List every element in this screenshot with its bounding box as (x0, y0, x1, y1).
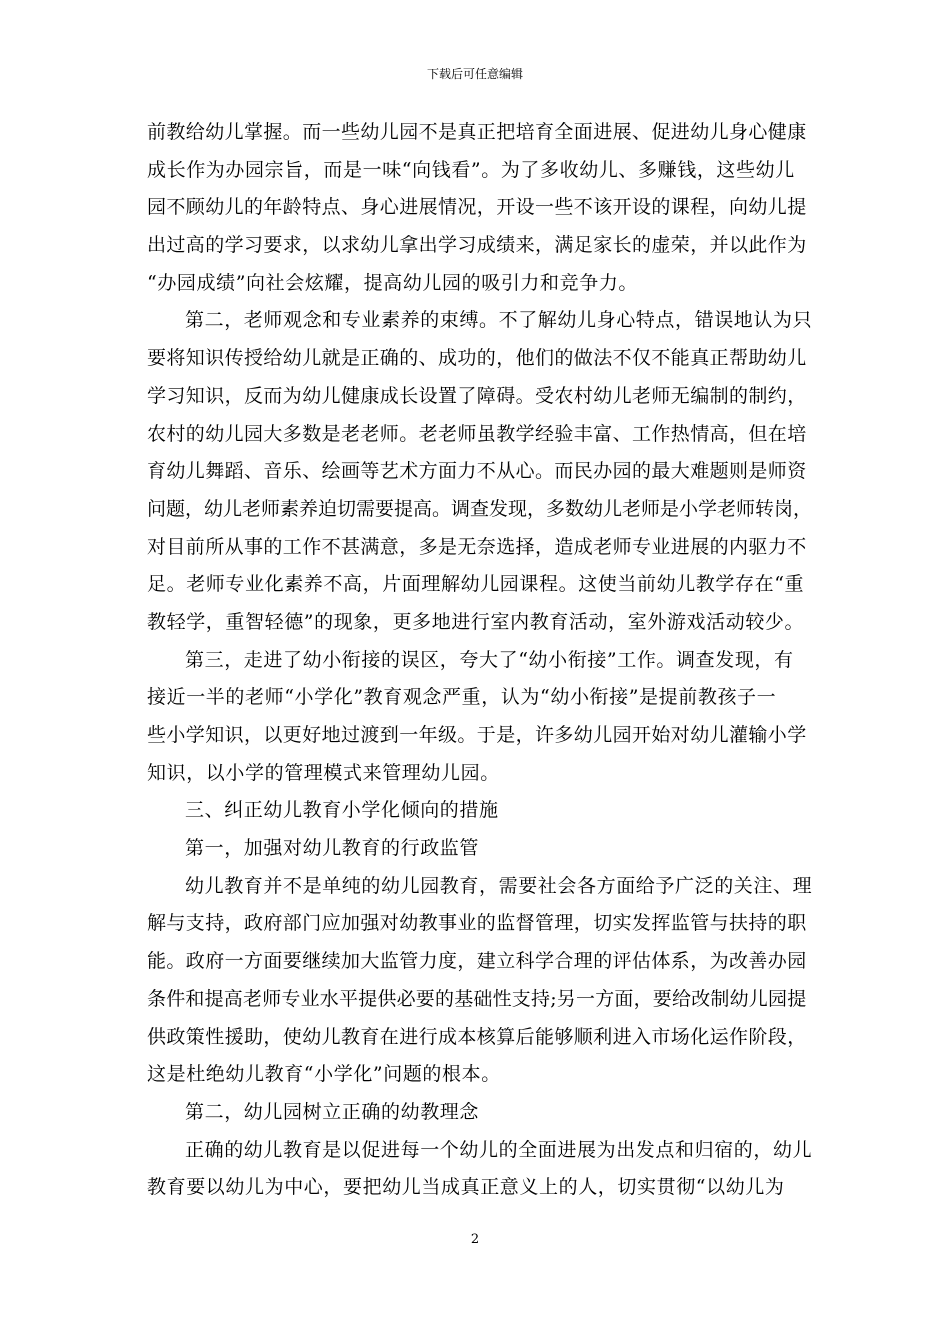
text-line: 些小学知识，以更好地过渡到一年级。于是，许多幼儿园开始对幼儿灌输小学 (147, 724, 807, 746)
paragraph-start-line: 第二，老师观念和专业素养的束缚。不了解幼儿身心特点，错误地认为只 (185, 309, 813, 332)
text-line: 解与支持，政府部门应加强对幼教事业的监督管理，切实发挥监管与扶持的职 (147, 912, 807, 935)
paragraph-start-line: 正确的幼儿教育是以促进每一个幼儿的全面进展为出发点和归宿的，幼儿 (185, 1138, 813, 1161)
text-line: 接近一半的老师“小学化”教育观念严重，认为“幼小衔接”是提前教孩子一 (147, 686, 777, 709)
text-line: 条件和提高老师专业水平提供必要的基础性支持;另一方面，要给改制幼儿园提 (147, 987, 807, 1010)
text-line: 教轻学，重智轻德”的现象，更多地进行室内教育活动，室外游戏活动较少。 (147, 610, 805, 633)
text-line: 园不顾幼儿的年龄特点、身心进展情况，开设一些不该开设的课程，向幼儿提 (147, 196, 807, 219)
paragraph-start-line: 幼儿教育并不是单纯的幼儿园教育，需要社会各方面给予广泛的关注、理 (185, 874, 813, 897)
text-line: 能。政府一方面要继续加大监管力度，建立科学合理的评估体系，为改善办园 (147, 950, 807, 973)
section-heading: 三、纠正幼儿教育小学化倾向的措施 (185, 799, 499, 822)
text-line: 教育要以幼儿为中心，要把幼儿当成真正意义上的人，切实贯彻“以幼儿为 (147, 1176, 785, 1199)
document-body (147, 114, 812, 1207)
text-line: 前教给幼儿掌握。而一些幼儿园不是真正把培育全面进展、促进幼儿身心健康 (147, 121, 807, 143)
text-line: 知识，以小学的管理模式来管理幼儿园。 (147, 761, 500, 784)
text-line: 要将知识传授给幼儿就是正确的、成功的，他们的做法不仅不能真正帮助幼儿 (147, 347, 807, 370)
text-line: 农村的幼儿园大多数是老老师。老老师虽教学经验丰富、工作热情高，但在培 (147, 422, 807, 445)
text-line: “办园成绩”向社会炫耀，提高幼儿园的吸引力和竞争力。 (147, 271, 639, 294)
page-number: 2 (470, 1232, 480, 1247)
page-header: 下载后可任意编辑 (426, 67, 523, 81)
text-line: 出过高的学习要求，以求幼儿拿出学习成绩来，满足家长的虚荣，并以此作为 (147, 234, 807, 257)
subsection-heading: 第一，加强对幼儿教育的行政监管 (185, 837, 480, 860)
text-line: 供政策性援助，使幼儿教育在进行成本核算后能够顺利进入市场化运作阶段， (147, 1025, 807, 1048)
text-line: 学习知识，反而为幼儿健康成长设置了障碍。受农村幼儿老师无编制的制约， (147, 384, 807, 407)
text-line: 足。老师专业化素养不高，片面理解幼儿园课程。这使当前幼儿教学存在“重 (147, 573, 805, 596)
text-line: 成长作为办园宗旨，而是一味“向钱看”。为了多收幼儿、多赚钱，这些幼儿 (147, 158, 795, 181)
text-line: 对目前所从事的工作不甚满意，多是无奈选择，造成老师专业进展的内驱力不 (147, 535, 807, 558)
text-line: 问题，幼儿老师素养迫切需要提高。调查发现，多数幼儿老师是小学老师转岗， (147, 497, 813, 520)
text-line: 这是杜绝幼儿教育“小学化”问题的根本。 (147, 1063, 501, 1086)
paragraph-start-line: 第三，走进了幼小衔接的误区，夸大了“幼小衔接”工作。调查发现，有 (185, 648, 794, 671)
text-line: 育幼儿舞蹈、音乐、绘画等艺术方面力不从心。而民办园的最大难题则是师资 (147, 460, 807, 483)
subsection-heading: 第二，幼儿园树立正确的幼教理念 (185, 1100, 480, 1123)
